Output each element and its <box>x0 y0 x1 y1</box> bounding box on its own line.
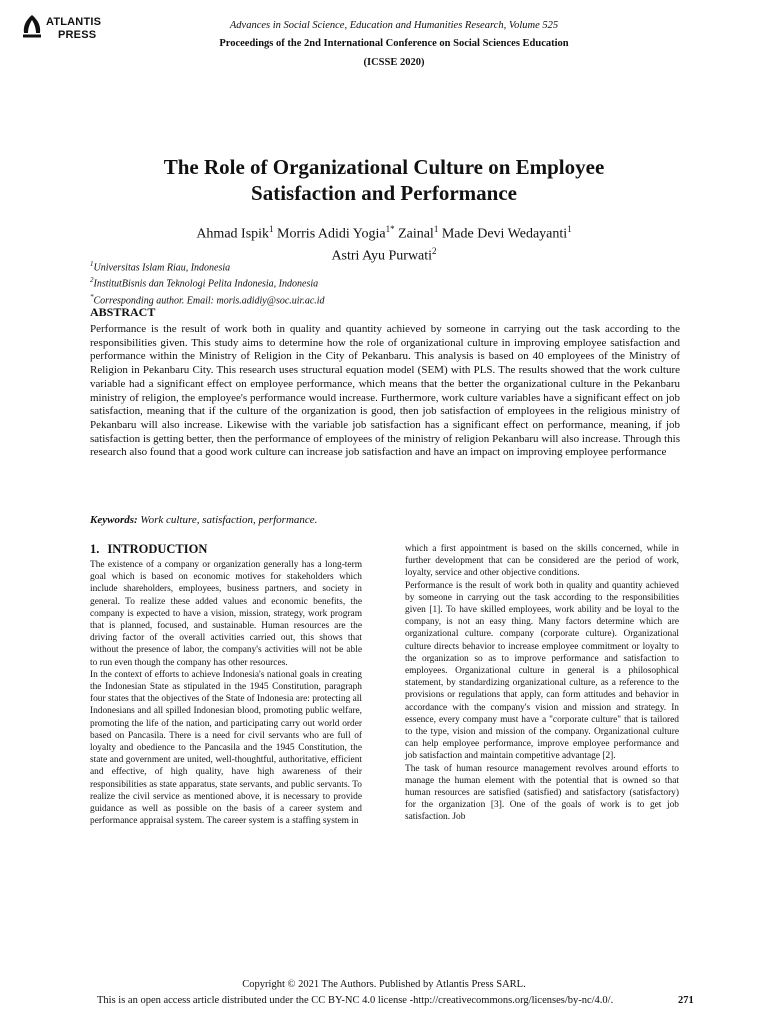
copyright-notice: Copyright © 2021 The Authors. Published by Atlantis Press SARL. <box>242 979 526 990</box>
paragraph: Performance is the result of work both in quality and quantity achieved by someone in carrying out the task according to the responsibilities given [1]. To have skilled employees, work ability and be loyal to the company, is not an easy thing. Many factors determine which are organizational culture. company (corporate culture). Organizational culture directs behavior to increase employee commitment or loyalty to the organization so as to improve performance and satisfaction to employees. Organizational culture in general is a philosophical statement, by standardizing organizational culture, as a reference to the provisions or regulations that apply, can form attitudes and behavior in accordance with the company's vision and mission and strategy. In essence, every company must have a "corporate culture" that is tailored to the type, vision and mission of the company. Organizational culture can help employee performance, improve employee performance and job satisfaction and maintain competitive advantage [2]. <box>405 580 679 762</box>
logo-line1: ATLANTIS <box>46 16 102 28</box>
keywords-label: Keywords <box>90 514 134 526</box>
section-number: 1. <box>90 542 100 556</box>
affiliation-sup: 1 <box>90 260 94 268</box>
author-name: Ahmad Ispik <box>196 226 270 242</box>
license-notice[interactable]: This is an open access article distributed under the CC BY-NC 4.0 license -http://creativecommons.org/licenses/by-nc/4.0/. <box>97 995 614 1006</box>
affiliation-item <box>90 258 325 274</box>
section-title: INTRODUCTION <box>107 542 208 556</box>
paper-title <box>60 154 708 206</box>
abstract-text: Performance is the result of work both in quality and quantity achieved by someone in carrying out the task according to the responsibilities given. This study aims to determine how the role of organizational culture in improving employee satisfaction and performance within the Ministry of Religion in the City of Pekanbaru. This analysis is based on 40 employees of the Ministry of Religion in Pekanbaru City. This research uses structural equation model (SEM) with PLS. The results showed that the work culture variable had a significant effect on employee performance, which means that the better the organizational culture in the Pekanbaru ministry of religion, the employee's performance would increase. Furthermore, work culture variables have a significant effect on job satisfaction, meaning that if the culture of the organization is good, then job satisfaction of employees in the religious ministry of Pekanbaru will also increase. Likewise with the variable job satisfaction has a significant effect on performance, meaning, if job satisfaction is getting better, then the performance of employees of the ministry of religion Pekanbaru will also increase. Through this research also found that a good work culture can increase job satisfaction and have an impact on improving employee performance <box>90 323 680 459</box>
affiliation-sup: * <box>90 292 94 301</box>
abstract-heading: ABSTRACT <box>90 305 156 319</box>
author-sup: 1 <box>433 224 439 234</box>
author-sup: 1 <box>567 224 572 234</box>
title-line2: Satisfaction and Performance <box>251 181 517 205</box>
left-column <box>90 559 362 827</box>
paragraph: which a first appointment is based on the skills concerned, while in further development that can be considered are the period of work, loyalty, service and other objective conditions. <box>405 544 679 579</box>
proceedings-header: Proceedings of the 2nd International Conference on Social Sciences Education <box>219 38 569 49</box>
affiliation-sup: 2 <box>90 276 94 285</box>
right-column <box>405 543 679 824</box>
affiliations <box>90 258 325 307</box>
affiliation-item <box>90 274 325 290</box>
author-sup: 1* <box>385 224 395 234</box>
section-heading-introduction <box>90 542 207 557</box>
paragraph: The existence of a company or organization generally has a long-term goal which is based on economic motives for stakeholders which include shareholders, employees, business partners, and society in general. To realize these added values and economic benefits, the company is expected to have a vision, mission, strategy, work program that is planned, focused, and sustainable. Human resources are the driving factor of the overall activities carried out, this shows that without the presence of labor, the company's activities will not be able to run even though the company has other resources. <box>90 560 362 668</box>
author-sup: 2 <box>432 245 437 256</box>
logo-line2: PRESS <box>58 29 97 41</box>
author-name: Made Devi Wedayanti <box>441 226 568 242</box>
keywords-text: Work culture, satisfaction, performance. <box>140 514 318 526</box>
affiliation-text: Universitas Islam Riau, Indonesia <box>93 262 231 274</box>
keywords: Keywords: Work culture, satisfaction, performance. <box>90 514 318 526</box>
corresponding-author-email[interactable]: Corresponding author. Email: moris.adidiy@soc.uir.ac.id <box>93 294 325 306</box>
author-name: Zainal <box>398 226 434 242</box>
author-name: Astri Ayu Purwati <box>331 248 433 264</box>
paragraph: In the context of efforts to achieve Indonesia's national goals in creating the Indonesian State as stipulated in the 1945 Constitution, paragraph four states that the objectives of the State of Indonesia are: protecting all Indonesians and all spilled Indonesian blood, promoting public welfare, promoting the life of the nation, and participating carry out world order based on Pancasila. There is a need for civil servants who are full of loyalty and obedience to the Pancasila and the 1945 Constitution, the state and government are united, well-thoughtful, authoritative, efficient and effective, of high quality, have high awareness of their responsibilities as state apparatus, state servants, and public servants. To realize the civil service as mentioned above, it is necessary to provide guidance as well as possible on the basis of a career system and performance appraisal system. The career system is a staffing system in <box>90 669 362 827</box>
series-header: Advances in Social Science, Education and Humanities Research, Volume 525 <box>229 20 559 31</box>
author-name: Morris Adidi Yogia <box>277 226 386 242</box>
title-line1: The Role of Organizational Culture on Employee <box>163 155 605 179</box>
page-number: 271 <box>678 995 694 1006</box>
paragraph: The task of human resource management revolves around efforts to manage the human element with the potential that is owned so that human resources are satisfied (satisfied) and satisfactory (satisfactory) for the organization [3]. One of the goals of work is to get job satisfaction. Job <box>405 763 679 823</box>
affiliation-text: InstitutBisnis dan Teknologi Pelita Indonesia, Indonesia <box>93 278 319 290</box>
conference-header: (ICSSE 2020) <box>363 57 425 68</box>
author-sup: 1 <box>269 224 274 234</box>
